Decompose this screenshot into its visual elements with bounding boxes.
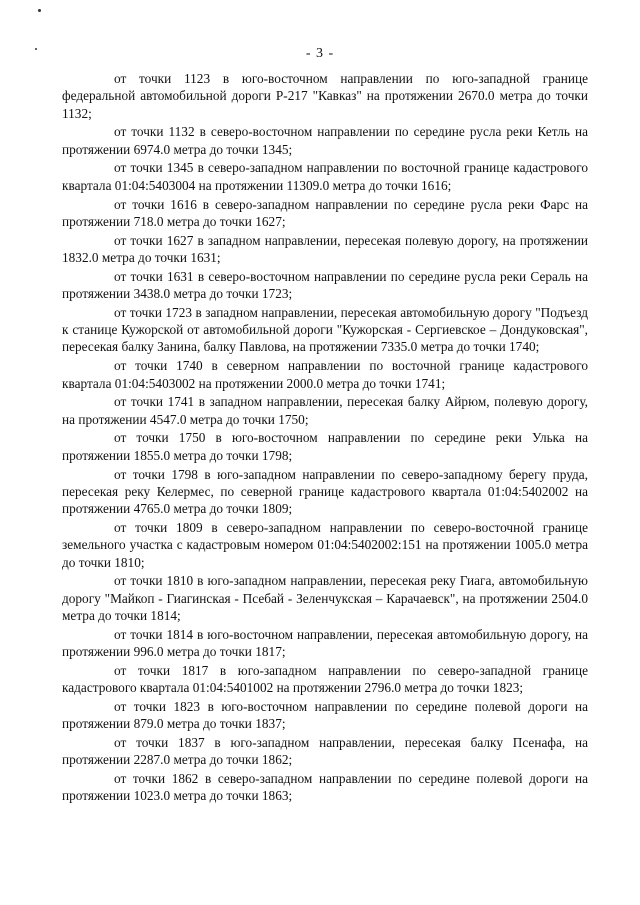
paragraph: от точки 1814 в юго-восточном направлении, пересекая автомобильную дорогу, на протяжении 996.0 метра до точки 1817; [62,626,588,659]
paragraph: от точки 1740 в северном направлении по восточной границе кадастрового квартала 01:04:5403002 на протяжении 2000.0 метра до точки 1741; [62,358,588,391]
paragraph: от точки 1862 в северо-западном направлении по середине полевой дороги на протяжении 1023.0 метра до точки 1863; [62,771,588,804]
paragraph: от точки 1627 в западном направлении, пересекая полевую дорогу, на протяжении 1832.0 метра до точки 1631; [62,232,588,265]
paragraph: от точки 1750 в юго-восточном направлении по середине реки Улька на протяжении 1855.0 метра до точки 1798; [62,430,588,463]
paragraph: от точки 1810 в юго-западном направлении, пересекая реку Гиага, автомобильную дорогу "Майкоп - Гиагинская - Псебай - Зеленчукская – Карачаевск", на протяжении 2504.0 метра до точки 1814; [62,573,588,623]
paragraph: от точки 1723 в западном направлении, пересекая автомобильную дорогу "Подъезд к станице Кужорской от автомобильной дороги "Кужорская - Сергиевское – Дондуковская", пересекая балку Занина, балку Павлова, на протяжении 7335.0 метра до точки 1740; [62,304,588,355]
scan-speck [38,9,41,12]
paragraph: от точки 1798 в юго-западном направлении по северо-западному берегу пруда, пересекая реку Келермес, по северной границе кадастрового квартала 01:04:5402002 на протяжении 4765.0 метра до точки 1809; [62,466,588,517]
paragraph: от точки 1345 в северо-западном направлении по восточной границе кадастрового квартала 01:04:5403004 на протяжении 11309.0 метра до точки 1616; [62,160,588,193]
paragraph: от точки 1741 в западном направлении, пересекая балку Айрюм, полевую дорогу, на протяжении 4547.0 метра до точки 1750; [62,394,588,427]
paragraph: от точки 1631 в северо-восточном направлении по середине русла реки Сераль на протяжении 3438.0 метра до точки 1723; [62,268,588,302]
paragraph: от точки 1817 в юго-западном направлении по северо-западной границе кадастрового квартала 01:04:5401002 на протяжении 2796.0 метра до точки 1823; [62,662,588,696]
paragraph: от точки 1837 в юго-западном направлении, пересекая балку Псенафа, на протяжении 2287.0 метра до точки 1862; [62,734,588,768]
page-number: - 3 - [305,46,335,61]
paragraph: от точки 1616 в северо-западном направлении по середине русла реки Фарс на протяжении 718.0 метра до точки 1627; [62,196,588,229]
body-text [62,70,588,806]
paragraph: от точки 1809 в северо-западном направлении по северо-восточной границе земельного участка с кадастровым номером 01:04:5402002:151 на протяжении 1005.0 метра до точки 1810; [62,519,588,570]
paragraph: от точки 1123 в юго-восточном направлении по юго-западной границе федеральной автомобильной дороги Р-217 "Кавказ" на протяжении 2670.0 метра до точки 1132; [62,71,588,121]
paragraph: от точки 1823 в юго-восточном направлении по середине полевой дороги на протяжении 879.0 метра до точки 1837; [62,698,588,732]
paragraph: от точки 1132 в северо-восточном направлении по середине русла реки Кетль на протяжении 6974.0 метра до точки 1345; [62,124,588,157]
